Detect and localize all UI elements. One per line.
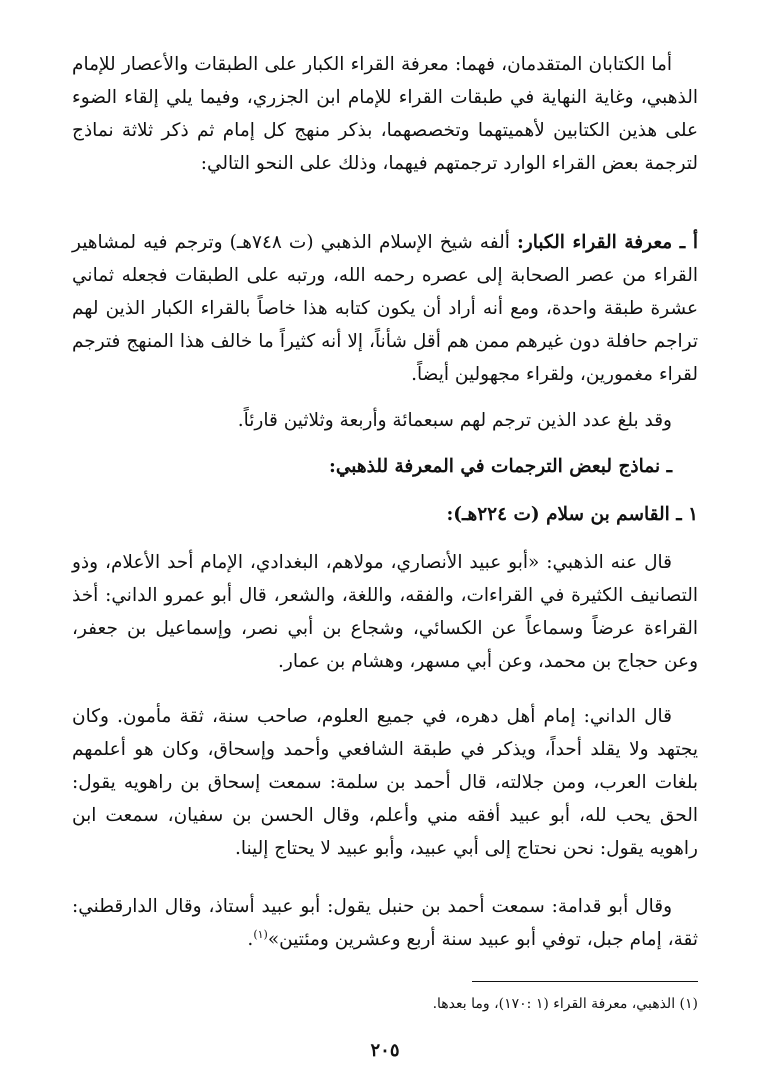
count-paragraph: وقد بلغ عدد الذين ترجم لهم سبعمائة وأربعة وثلاثين قارئاً. [237,410,672,431]
section-a-text: ألفه شيخ الإسلام الذهبي (ت ٧٤٨هـ) وترجم فيه لمشاهير القراء من عصر الصحابة إلى عصره رحمه الله، ورتبه على الطبقات فجعله ثماني عشرة طبقة واحدة، ومع أنه أراد أن يكون كتابه هذا خاصاً بالقراء الكبار الذين لهم تراجم حافلة دون غيرهم ممن هم أقل شأناً، إلا أنه كثيراً ما خالف هذا المنهج فترجم لقراء مغمورين، ولقراء مجهولين أيضاً. [72,232,698,385]
section-a-paragraph [72,226,698,391]
page-number: ٢٠٥ [370,1040,400,1061]
footnote-ref: (١) [253,927,268,941]
footnote-text: (١) الذهبي، معرفة القراء (١ :١٧٠)، وما بعدها. [432,996,698,1012]
section-a-heading: أ ـ معرفة القراء الكبار: [516,232,698,253]
paragraph-end: . [247,929,254,950]
abu-qudama-text: وقال أبو قدامة: سمعت أحمد بن حنبل يقول: أبو عبيد أستاذ، وقال الدارقطني: ثقة، إمام جبل، توفي أبو عبيد سنة أربع وعشرين ومئتين» [72,896,698,950]
abu-qudama-paragraph [72,890,698,956]
dhahabi-quote-paragraph: قال عنه الذهبي: «أبو عبيد الأنصاري، مولاهم، البغدادي، الإمام أحد الأعلام، وذو التصانيف الكثيرة في القراءات، والفقه، واللغة، والشعر، قال أبو عمرو الداني: أخذ القراءة عرضاً وسماعاً عن الكسائي، وشجاع بن أبي نصر، وإسماعيل بن جعفر، وعن حجاج بن محمد، وعن أبي مسهر، وهشام بن عمار. [72,552,698,672]
biography-heading: ١ ـ القاسم بن سلام (ت ٢٢٤هـ): [446,504,698,525]
samples-heading: ـ نماذج لبعض الترجمات في المعرفة للذهبي: [329,456,672,477]
intro-paragraph: أما الكتابان المتقدمان، فهما: معرفة القراء الكبار على الطبقات والأعصار للإمام الذهبي، وغاية النهاية في طبقات القراء للإمام ابن الجزري، وفيما يلي إلقاء الضوء على هذين الكتابين لأهميتهما وتخصصهما، بذكر منهج كل إمام ثم ذكر ثلاثة نماذج لترجمة بعض القراء الوارد ترجمتهم فيهما، وذلك على النحو التالي: [72,54,698,174]
footnote-separator [472,981,698,982]
dani-quote-paragraph: قال الداني: إمام أهل دهره، في جميع العلوم، صاحب سنة، ثقة مأمون. وكان يجتهد ولا يقلد أحداً، ويذكر في طبقة الشافعي وأحمد وإسحاق، وكان هو أعلمهم بلغات العرب، ومن جلالته، قال أحمد بن سلمة: سمعت إسحاق بن راهويه يقول: الحق يحب لله، أبو عبيد أفقه مني وأعلم، وقال الحسن بن سفيان، سمعت ابن راهويه يقول: نحن نحتاج إلى أبي عبيد، وأبو عبيد لا يحتاج إلينا. [72,706,698,859]
